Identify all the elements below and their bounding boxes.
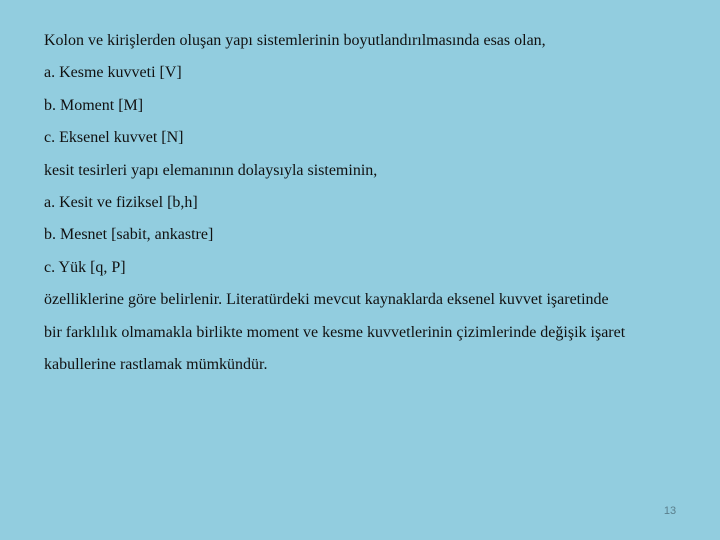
paragraph-line-1: özelliklerine göre belirlenir. Literatürdeki mevcut kaynaklarda eksenel kuvvet işaretinde	[44, 291, 609, 309]
intro-line: Kolon ve kirişlerden oluşan yapı sistemlerinin boyutlandırılmasında esas olan,	[44, 32, 546, 49]
page-number: 13	[663, 505, 677, 517]
list-item-axial-force: c. Eksenel kuvvet [N]	[44, 129, 184, 147]
list-item-support: b. Mesnet [sabit, ankastre]	[44, 226, 214, 244]
list-item-shear-force: a. Kesme kuvveti [V]	[44, 64, 182, 82]
list-item-load: c. Yük [q, P]	[44, 258, 126, 276]
paragraph-line-2: bir farklılık olmamakla birlikte moment ve kesme kuvvetlerinin çizimlerinde değişik işaret	[44, 323, 626, 341]
transition-line: kesit tesirleri yapı elemanının dolaysıyla sisteminin,	[44, 161, 378, 179]
list-item-section: a. Kesit ve fiziksel [b,h]	[44, 194, 198, 212]
list-item-moment: b. Moment [M]	[44, 96, 144, 114]
slide-body-text	[44, 25, 709, 381]
paragraph-line-3: kabullerine rastlamak mümkündür.	[44, 356, 268, 374]
